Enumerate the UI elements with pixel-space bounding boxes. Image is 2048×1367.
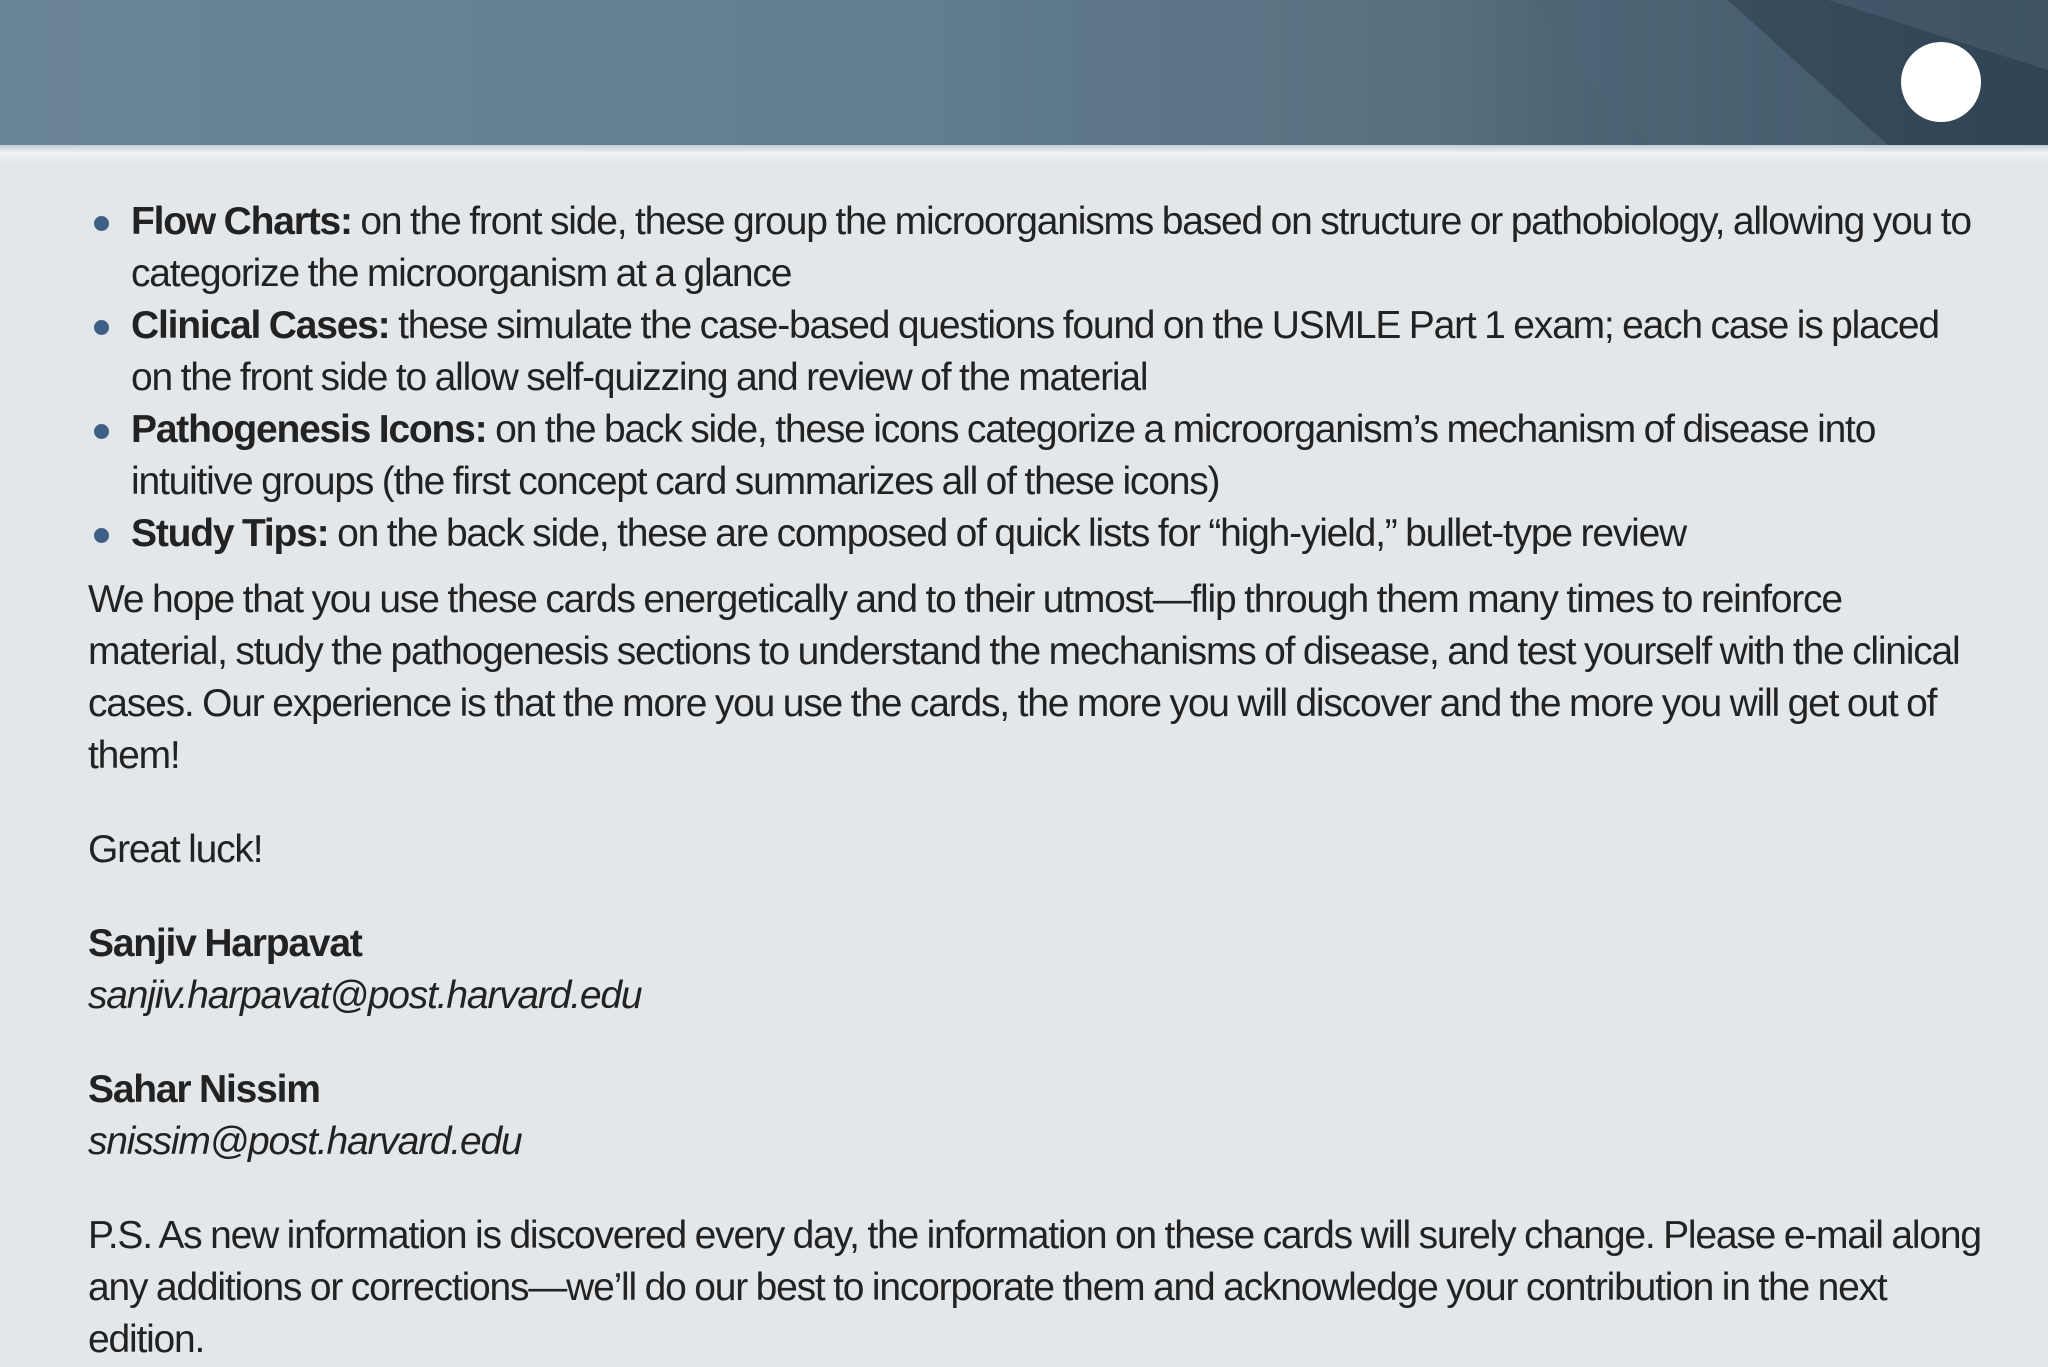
- feature-description: on the back side, these are composed of quick lists for “high-yield,” bullet-type review: [337, 512, 1687, 555]
- card-content: [88, 196, 1988, 1366]
- greeting: Great luck!: [88, 828, 263, 871]
- feature-term: Study Tips:: [131, 512, 329, 555]
- feature-term: Pathogenesis Icons:: [131, 408, 487, 451]
- feature-description: on the front side, these group the microorganisms based on structure or pathobiology, allowing you to categorize the microorganism at a glance: [131, 200, 1971, 295]
- feature-term: Flow Charts:: [131, 200, 352, 243]
- author-name: Sahar Nissim: [88, 1068, 320, 1111]
- feature-description: on the back side, these icons categorize a microorganism’s mechanism of disease into intuitive groups (the first concept card summarizes all of these icons): [131, 408, 1876, 503]
- feature-item-flow-charts: [88, 196, 1988, 300]
- author-email: sanjiv.harpavat@post.harvard.edu: [88, 974, 642, 1017]
- corner-dot-icon: [1901, 42, 1981, 122]
- feature-description: these simulate the case-based questions found on the USMLE Part 1 exam; each case is placed on the front side to allow self-quizzing and review of the material: [131, 304, 1939, 399]
- feature-item-study-tips: [88, 508, 1988, 560]
- closing-paragraph: We hope that you use these cards energetically and to their utmost—flip through them many times to reinforce material, study the pathogenesis sections to understand the mechanisms of disease, and test yourself with the clinical cases. Our experience is that the more you use the cards, the more you will discover and the more you will get out of them!: [88, 578, 1960, 777]
- author-email: snissim@post.harvard.edu: [88, 1120, 522, 1163]
- header-divider: [0, 145, 2048, 163]
- postscript: P.S. As new information is discovered every day, the information on these cards will surely change. Please e-mail along any additions or corrections—we’ll do our best to incorporate them and acknowledge your contribution in the next edition.: [88, 1214, 1981, 1361]
- author-name: Sanjiv Harpavat: [88, 922, 362, 965]
- bullet-icon: [94, 320, 109, 335]
- bullet-icon: [94, 424, 109, 439]
- feature-item-clinical-cases: [88, 300, 1988, 404]
- feature-list: [88, 196, 1988, 560]
- bullet-icon: [94, 528, 109, 543]
- bullet-icon: [94, 216, 109, 231]
- feature-item-pathogenesis-icons: [88, 404, 1988, 508]
- header-band: [0, 0, 2048, 145]
- feature-term: Clinical Cases:: [131, 304, 390, 347]
